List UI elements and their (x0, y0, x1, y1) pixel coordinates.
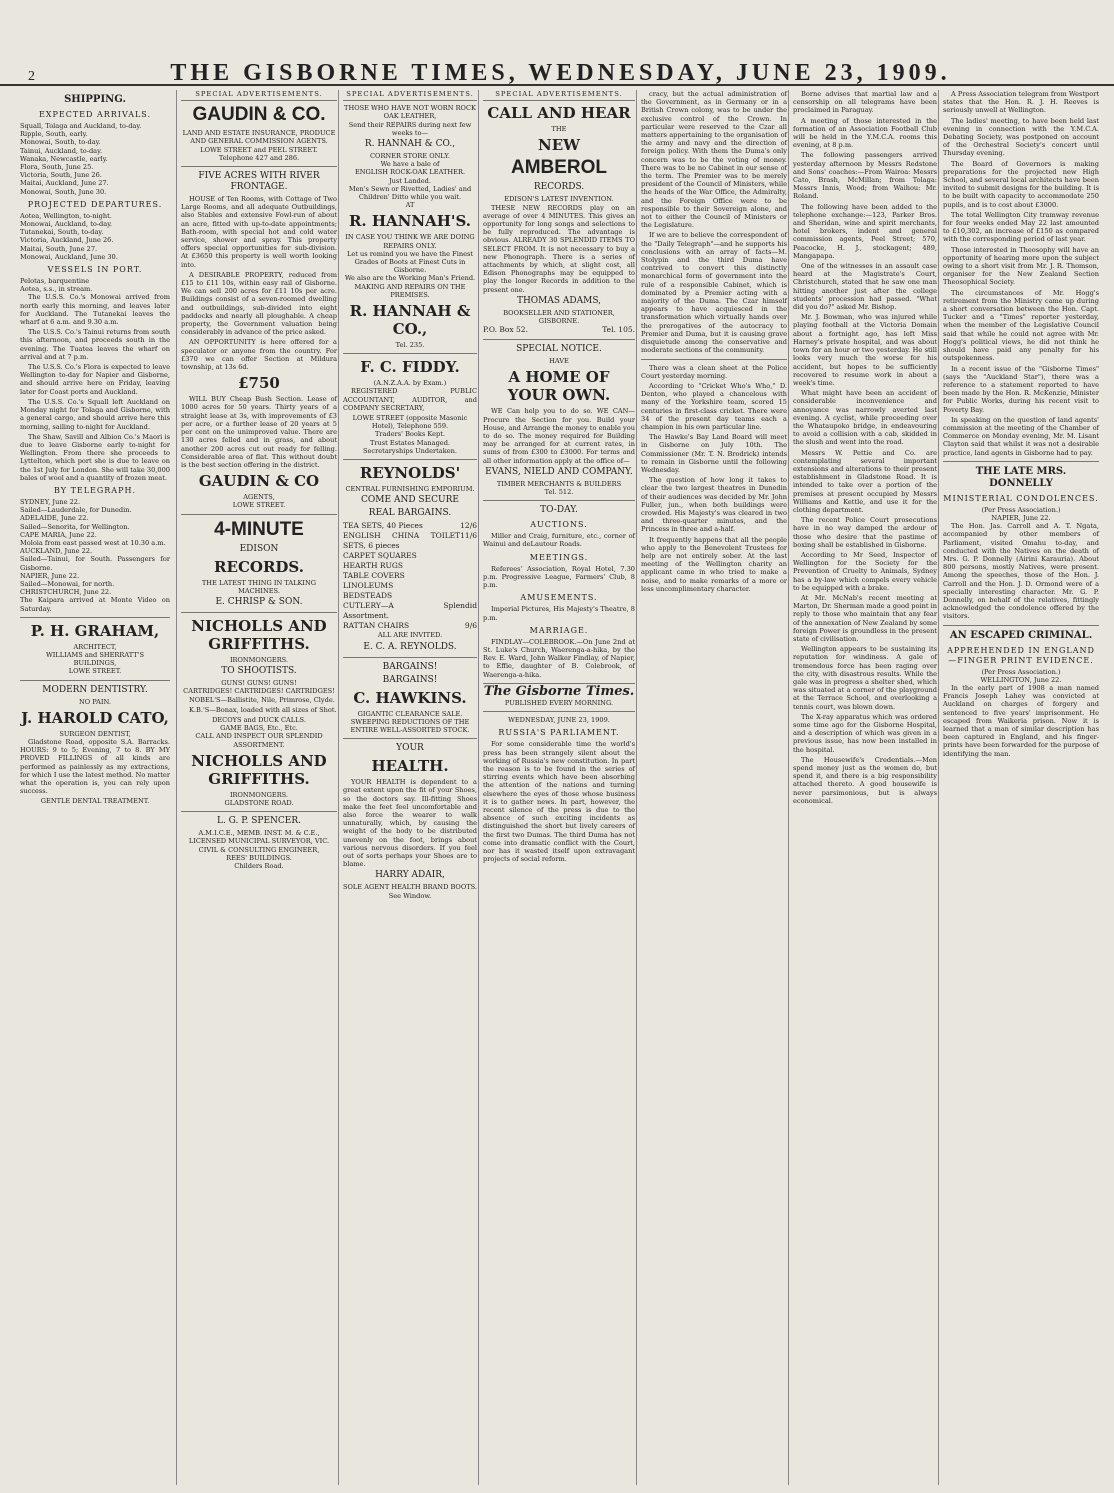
price-row (343, 571, 477, 581)
list-item: Aotea, Wellington, to-night. (20, 211, 112, 220)
latest-thing: THE LATEST THING IN TALKING MACHINES. (201, 578, 317, 595)
amberol: AMBEROL (510, 157, 608, 179)
shipping-heading: SHIPPING. (64, 94, 126, 105)
records: RECORDS. (214, 557, 304, 576)
bargains-1: BARGAINS! (382, 661, 438, 672)
local-para-11: At Mr. McNab's recent meeting at Marton, Dr. Sherman made a good point in reply to those who maintain that any fear of the annexation of New Zealand by some foreign Power is groundless in the present state of civilisation. (793, 593, 937, 643)
reynolds: REYNOLDS' (359, 464, 461, 483)
list-item: Monowai, South, June 30. (20, 187, 107, 196)
auctions-heading: AUCTIONS. (530, 520, 588, 530)
opportunity-body: AN OPPORTUNITY is here offered for a speculator or anyone from the country. For £370 we can offer Section at Mildura township, at 13s 6d. (181, 338, 337, 372)
ironmongers-1: IRONMONGERS. (229, 655, 289, 664)
thomas-box: P.O. Box 52. (483, 325, 528, 335)
list-item: Monowai, South, to-day. (20, 138, 101, 147)
list-item: ADELAIDE, June 22. (20, 514, 89, 523)
making-repairs: MAKING AND REPAIRS ON THE PREMISES. (354, 282, 466, 299)
gaudin2-name: GAUDIN & CO (198, 472, 320, 491)
hawkins: C. HAWKINS. (353, 688, 467, 707)
list-item: Pelotas, barquentine (20, 277, 90, 286)
news-para-4: The question of how long it takes to clear the two largest theatres in Dunedin of their audiences was decided by Mr. John Fuller, jun., when both buildings were crowded. His Majesty's was cleared in two and three-quarter minutes, and the Princess in three and a-half. (641, 476, 787, 534)
five-acres-heading: FIVE ACRES WITH RIVER FRONTAGE. (198, 171, 320, 193)
news7-para-8: In speaking on the question of land agents' commission at the meeting of the Chamber of Commerce on Monday evening, Mr. M. Lisant Clayton said that whilst it was not a desirable practice, land agents in Gisborne had to pay. (943, 415, 1099, 457)
today-heading: TO-DAY. (540, 505, 578, 516)
list-item: Maitai, Auckland, June 27. (20, 179, 109, 188)
spencer-line-3: REES' BUILDINGS. (226, 853, 292, 862)
news-para-5: It frequently happens that all the people who apply to the Benevolent Trustees for help are not entirely sober. At the last meeting of the Wellington charity an applicant came in who tried to make a noise, and to make remarks of a more or less uncomplimentary character. (641, 535, 787, 593)
price-item: LINOLEUMS (343, 581, 394, 591)
bale: We have a bale of (380, 160, 440, 169)
donnelly-place: NAPIER, June 22. (991, 513, 1051, 522)
nicholls-1: NICHOLLS AND GRIFFITHS. (191, 616, 327, 653)
column-ads-2 (338, 90, 481, 1485)
ec-reynolds: E. C. A. REYNOLDS. (363, 641, 457, 652)
real-bargains: REAL BARGAINS. (368, 508, 452, 519)
graham-address-3: LOWE STREET. (68, 667, 122, 676)
four-minute: 4-MINUTE (214, 518, 304, 540)
price-item: ENGLISH CHINA TOILET SETS, 6 pieces (343, 531, 461, 551)
mens-repairs: Men's Sewn or Rivetted, Ladies' and Children' Ditto while you wait. (348, 184, 472, 202)
price-750-body: WILL BUY Cheap Bush Section. Lease of 1000 acres for 50 years. Thirty years of a straight lease at 3s, with improvements of £3 per acre, or a further lease of 20 years at 5 per cent on the unimproved value. There are 130 acres felled and in grass, and about another 200 acres cut out ready for felling. Considerable area of flat. This without doubt is the best section offering in the district. (181, 395, 337, 469)
kbs: K.B.'S—Bonax, loaded with all sizes of Shot. (189, 705, 337, 714)
gaudin-line-1: LAND AND ESTATE INSURANCE, PRODUCE AND GENERAL COMMISSION AGENTS. (182, 129, 336, 146)
news7-para-5: Those interested in Theosophy will have an opportunity of hearing more upon the subject owing to a short visit from Mr. J. R. Thomson, organiser for the New Zealand Section Theosophical Society. (943, 245, 1099, 287)
price-item: TABLE COVERS (343, 571, 405, 581)
list-item: Sailed—Tainui, for South. Passengers for Gisborne. (20, 555, 170, 572)
ironmongers-2: IRONMONGERS. (229, 790, 289, 799)
have: HAVE (549, 357, 569, 366)
list-item: CHRISTCHURCH, June 22. (20, 588, 112, 597)
shipping-news-para: The U.S.S. Co.'s Squall left Auckland on Monday night for Tolaga and Gisborne, with a general cargo, and should arrive here this morning, sailing to-night for Auckland. (20, 397, 170, 431)
masthead (0, 60, 1114, 86)
health-body: YOUR HEALTH is dependent to a great extent upon the fit of your Shoes, so the doctors say. Ill-fitting Shoes make the feet feel uncomfortable and also force the wearer to walk unnaturally, which, by causing the weight of the body to be distributed unevenly on the foot, brings about various nervous disorders. If you feel out of sorts perhaps your Shoes are to blame. (343, 778, 477, 869)
russia-body: For some considerable time the world's press has been strangely silent about the working of Russia's new constitution. In part the reason is to be found in the series of stirring events which have been absorbing the attention of the nations and turning elsewhere the eyes of those whose business it is to gather news. In part, however, the recent silence of the press is due to the absence of such exciting incidents as distinguished the short but lively careers of the first two Dumas. The third Duma has not come into dramatic conflict with the Court, nor has it wasted itself upon extravagant projects of social reform. (483, 740, 635, 864)
escaped-pa: (Per Press Association.) (981, 667, 1061, 676)
list-item: AUCKLAND, June 22. (20, 547, 93, 556)
price-row (343, 601, 477, 621)
amusements-heading: AMUSEMENTS. (520, 593, 598, 603)
price-row (343, 531, 477, 551)
price-item: CUTLERY—A Splendid Assortment. (343, 601, 477, 621)
price-value: 12/6 (460, 521, 477, 531)
price-row (343, 621, 477, 631)
price-row (343, 561, 477, 571)
evans-tel: Tel. 512. (544, 488, 574, 497)
all-invited: ALL ARE INVITED. (377, 631, 443, 640)
price-item: RATTAN CHAIRS (343, 621, 410, 631)
column-ads-1 (176, 90, 341, 1485)
no-pain: NO PAIN. (79, 697, 111, 706)
game-bags: GAME BAGS, Etc., Etc. (220, 724, 298, 733)
price-item: BEDSTEADS (343, 591, 393, 601)
local-para-12: Wellington appears to be sustaining its reputation for windiness. A gale of tremendous force has been raging over the city, with disastrous results. While the gale was in progress a shelter shed, which was situated at a corner of the playground at the Terrace School, and overlooking a tennis court, was blown down. (793, 645, 937, 711)
marriage-body: FINDLAY—COLEBROOK.—On June 2nd at St. Luke's Church, Waerenga-a-hika, by the Rev. E. Ward, John Walker Findlay, of Napier, to Effie, daughter of B. Colebrook, of Waerenga-a-hika. (483, 637, 635, 679)
gaudin-name: GAUDIN & CO. (192, 104, 326, 126)
column-shipping (20, 90, 174, 1485)
see-window: See Window. (388, 891, 432, 900)
cato-name: J. HAROLD CATO, (21, 708, 169, 727)
local-para-13: The X-ray apparatus which was ordered some time ago for the Gisborne Hospital, and a description of which was given in a previous issue, has now been installed in the hospital. (793, 712, 937, 754)
marriage-heading: MARRIAGE. (529, 625, 589, 635)
come-and-secure: COME AND SECURE (361, 495, 459, 506)
column-editorial (636, 90, 791, 1485)
section-heading: SPECIAL ADVERTISEMENTS. (343, 90, 477, 101)
list-item: SYDNEY, June 22. (20, 497, 81, 506)
vessels-in-port-list (20, 277, 170, 293)
list-item: NAPIER, June 22. (20, 571, 80, 580)
local-para-1: Borne advises that martial law and a censorship on all telegrams have been proclaimed in Paraguay. (793, 90, 937, 115)
gaudin-line-2: LOWE STREET and PEEL STREET. (200, 145, 318, 154)
list-item: Aotea, s.s., in stream. (20, 285, 93, 294)
editorial-para-2: If we are to believe the correspondent of the "Daily Telegraph"—and he supports his conclusions with an array of facts—M. Stolypin and the third Duma have contrived to convert this distinctly monarchical form of government into the rule of a responsible Cabinet, which is dominated by a Premier acting with a majority of the Duma. The Czar himself appears to have acquiesced in the transformation which virtually hands over the prerogatives of the autocracy to Premier and Duma, but it is causing grave disquietude among the conservative and moderate sections of the community. (641, 231, 787, 355)
meetings-heading: MEETINGS. (529, 552, 589, 562)
price-item: CARPET SQUARES (343, 551, 417, 561)
gigantic-sale: GIGANTIC CLEARANCE SALE. (357, 709, 463, 718)
projected-departures-list (20, 212, 170, 261)
your: YOUR (396, 743, 424, 754)
fiddy-name: F. C. FIDDY. (360, 358, 460, 377)
graham-name: P. H. GRAHAM, (30, 621, 160, 640)
price-item: TEA SETS, 40 Pieces (343, 521, 423, 531)
shipping-news-para: The U.S.S. Co.'s Tainui returns from south this afternoon, and proceeds south in the evening. The Tuatea leaves the wharf on arrival and at 7 p.m. (20, 328, 170, 361)
amberol-records: RECORDS. (533, 182, 585, 193)
fiddy-sub: (A.N.Z.A.A. by Exam.) (373, 379, 447, 388)
news7-para-3: The Board of Governors is making preparations for the projected new High School, and several local architects have been invited to submit designs for the building. It is to be built with capacity to accommodate 250 pupils, and is to cost about £3000. (943, 159, 1099, 209)
news-para-3: The Hawke's Bay Land Board will meet in Gisborne on July 10th. The Commissioner (Mr. T. N. Brodrick) intends to remain in Gisborne until the following Wednesday. (641, 433, 787, 474)
news7-para-6: The circumstances of Mr. Hogg's retirement from the Ministry came up during a short conversation between the Hon. Capt. Tucker and a "Times" reporter yesterday, when the member of the Legislative Council said that while he could not agree with Mr. Hogg's political views, he did not think he should have paid any penalty for his outspokenness. (943, 288, 1099, 363)
gaudin2-street: LOWE STREET. (232, 501, 286, 510)
call-inspect: CALL AND INSPECT OUR SPLENDID ASSORTMENT. (195, 732, 323, 749)
list-item: Tainui, Auckland, to-day. (20, 146, 103, 155)
price-list (343, 521, 477, 631)
the: THE (551, 125, 567, 134)
price-750: £750 (238, 374, 280, 393)
english-leather: ENGLISH ROCK-OAK LEATHER. (354, 168, 466, 177)
local-para-6: Mr. J. Bowman, who was injured while playing football at the Victoria Domain about a fortnight ago, has left Miss Harney's private hospital, and was about town for an hour or two yesterday. He still looks very much the worse for his accident, but hopes to be sufficiently recovered to resume work in about a week's time. (793, 313, 937, 387)
escaped-heading: AN ESCAPED CRIMINAL. (949, 629, 1093, 641)
shooters: TO SHOOTISTS. (221, 666, 297, 677)
donnelly-body: The Hon. Jas. Carroll and A. T. Ngata, accompanied by other members of Parliament, visited Omahu to-day, and conducted with the Natives on the death of Mrs. G. P. Donnelly (Airini Karauria). About 800 persons, mostly Natives, were present. Among the speeches, those of the Hon. J. Carroll and the Hon. J. D. Ormond were of a specially interesting character. Mr. G. P. Donnelly, on behalf of the relatives, fittingly acknowledged the condolence offered by the visitors. (943, 522, 1099, 621)
amberol-body: THESE NEW RECORDS play on an average of over 4 MINUTES. This gives an opportunity for long songs and selections to be fully reproduced. The advantage is obvious. ALREADY 30 SPLENDID ITEMS TO SELECT FROM. It is not necessary to buy a new Phonograph. There is a series of attachments by which, at slight cost, all Edison Phonographs may be equipped to play the longer Records in addition to the present one. (483, 203, 635, 294)
meetings-body: Referees' Association, Royal Hotel, 7.30 p.m. Progressive League, Farmers' Club, 8 p.m. (483, 564, 635, 590)
emporium: CENTRAL FURNISHING EMPORIUM. (345, 485, 475, 494)
list-item: Monowai, Auckland, to-day. (20, 220, 113, 229)
local-para-9: The recent Police Court prosecutions have in no way damped the ardour of those who desire that the pastime of boxing shall be established in Gisborne. (793, 516, 937, 549)
spencer-line-4: Childers Road. (234, 861, 284, 870)
expected-arrivals-heading: EXPECTED ARRIVALS. (38, 110, 152, 119)
local-para-7: What might have been an accident of considerable inconvenience and annoyance was narrowly averted last evening. A cyclist, while proceeding over the Whataupoko bridge, in endeavouring to avoid a collision with a cab, skidded in the slush and went into the road. (793, 389, 937, 447)
list-item: Sailed—Senorita, for Wellington. (20, 522, 130, 531)
evans-sub: TIMBER MERCHANTS & BUILDERS (496, 479, 622, 488)
list-item: Squall, Tolaga and Auckland, to-day. (20, 122, 142, 130)
evans-nield: EVANS, NIELD AND COMPANY. (485, 466, 633, 477)
escaped-place: WELLINGTON, June 22. (980, 675, 1062, 684)
call-and-hear: CALL AND HEAR (487, 104, 631, 123)
list-item: The Kaipara arrived at Monte Video on Saturday. (20, 596, 170, 613)
cartridges: CARTRIDGES! CARTRIDGES! CARTRIDGES! (183, 687, 335, 696)
list-item: Victoria, South, June 26. (20, 171, 102, 180)
fiddy-body: REGISTERED PUBLIC ACCOUNTANT, AUDITOR, and COMPANY SECRETARY, (343, 387, 477, 412)
gaudin-phone: Telephone 427 and 286. (218, 153, 300, 162)
list-item: Ripple, South, early. (20, 130, 88, 139)
shipping-news-para: The U.S.S. Co.'s Flora is expected to leave Wellington to-day for Napier and Gisborne, and should arrive here on Friday, leaving later for Coast ports and Auckland. (20, 363, 170, 396)
donnelly-subheading: MINISTERIAL CONDOLENCES. (943, 493, 1099, 503)
list-item: Victoria, Auckland, June 26. (20, 236, 114, 245)
price-row (343, 581, 477, 591)
expected-arrivals-list (20, 122, 170, 196)
list-item: Monowai, Auckland, June 30. (20, 252, 118, 261)
escaped-subheading: APPREHENDED IN ENGLAND—FINGER PRINT EVIDENCE. (947, 645, 1095, 665)
column-ads-3 (478, 90, 639, 1485)
shipping-news-para: The U.S.S. Co.'s Monowai arrived from north early this morning, and leaves later for Auckland. The Tutanekai leaves the wharf at 6 a.m. and 9.30 a.m. (20, 293, 170, 327)
gladstone-road: GLADSTONE ROAD. (224, 798, 294, 807)
price-row (343, 521, 477, 531)
hannahs: R. HANNAH'S. (348, 212, 472, 231)
spencer-line-2: CIVIL & CONSULTING ENGINEER, (198, 845, 320, 854)
fiddy-address: LOWE STREET (opposite Masonic Hotel), Telephone 559. (352, 414, 468, 431)
desirable-body: A DESIRABLE PROPERTY, reduced from £15 to £11 10s, within easy rail of Gisborne. We can sell 200 acres for £11 10s per acre. Buildings consist of a seven-roomed dwelling and outbuildings, sub-divided into eight paddocks and nearly all ploughable. A cheap property, the Government valuation being considerably in advance of the price asked. (181, 270, 337, 337)
price-item: HEARTH RUGS (343, 561, 403, 571)
let-us-remind: Let us remind you we have the Finest Grades of Boots at Finest Cuts in Gisborne. (346, 249, 474, 275)
price-value: 9/6 (464, 621, 477, 631)
five-acres-body: HOUSE of Ten Rooms, with Cottage of Two Large Rooms, and all adequate Outbuildings, also Stables and extensive Fowl-run of about an acre, fitted with up-to-date appointments; Bath-room, with special hot and cold water service, shower and spray. This property offers special opportunities for sub-division. At £3650 this property is well worth looking into. (181, 195, 337, 269)
russia-heading: RUSSIA'S PARLIAMENT. (498, 728, 620, 738)
in-case: IN CASE YOU THINK WE ARE DOING REPAIRS ONLY. (345, 233, 475, 250)
decoys: DECOYS and DUCK CALLS. (212, 715, 306, 724)
trust-estates: Trust Estates Managed. (369, 438, 451, 447)
worn-body: Send their REPAIRS during next few weeks to— (348, 120, 472, 137)
guns: GUNS! GUNS! GUNS! (221, 679, 297, 688)
news7-para-7: In a recent issue of the "Gisborne Times" (says the "Auckland Star"), there was a reference to a statement reported to have been made by the Hon. R. McKenzie, Minister for Public Works, during his recent visit to Poverty Bay. (943, 364, 1099, 414)
latest-invention: EDISON'S LATEST INVENTION. (504, 195, 614, 204)
hannah-2: R. HANNAH & CO., (349, 302, 471, 339)
traders-books: Traders' Books Kept. (375, 430, 445, 439)
home-of-your-own: A HOME OF YOUR OWN. (507, 368, 611, 405)
graham-address-2: BUILDINGS, (73, 659, 117, 668)
local-para-2: A meeting of those interested in the formation of an Association Football Club will be held in the Y.M.C.A. rooms this evening, at 8 p.m. (793, 116, 937, 150)
spencer-name: L. G. P. SPENCER. (216, 816, 301, 827)
list-item: CAPE MARIA, June 22. (20, 530, 97, 539)
list-item: Sailed—Monowai, for north. (20, 579, 115, 588)
at: AT (405, 201, 415, 210)
news7-para-2: The ladies' meeting, to have been held last evening in connection with the Y.M.C.A. Debating Society, was postponed on account of the Orchestral Society's concert until Thursday evening. (943, 116, 1099, 158)
auctions-body: Miller and Craig, furniture, etc., corner of Wainui and deLautour Roads. (483, 532, 635, 549)
local-para-5: One of the witnesses in an assault case heard at the Magistrate's Court, Christchurch, stated that he saw one man hitting another just after the college students' procession had passed. "What did you do?" asked Mr. Bishop. (793, 262, 937, 312)
shipping-news-para: The Shaw, Savill and Albion Co.'s Maori is due to leave Gisborne early to-night for Wellington. From there she proceeds to Lyttelton, which port she is due to leave on the 1st July for London. She will take 30,000 bales of wool and a quantity of frozen meat. (20, 432, 170, 482)
new: NEW (538, 136, 580, 155)
news7-para-4: The total Wellington City tramway revenue for four weeks ended May 22 last amounted to £10,302, an increase of £150 as compared with the corresponding period of last year. (943, 210, 1099, 244)
issue-date: WEDNESDAY, JUNE 23, 1909. (508, 716, 610, 725)
chrisp: E. CHRISP & SON. (215, 596, 303, 607)
list-item: Tutanekai, South, to-day. (20, 228, 104, 237)
news-para-1: There was a clean sheet at the Police Court yesterday morning. (641, 363, 787, 380)
editorial-para-1: cracy, but the actual administration of the Government, as in Germany or in a British Crown colony, was to be under the exclusive control of the Crown. In particular were reserved to the Czar all matters appertaining to the organisation of the army and navy and the direction of foreign policy. With them the Duma's only concern was to be the voting of money. There was to be no Cabinet in our sense of the term. The Premier was to be merely president of the Council of Ministers, while the heads of the War Office, the Admiralty, and the Foreign Office were to be responsible to their Sovereign alone, and not to either the Council of Ministers or the Legislature. (641, 90, 787, 230)
adair-sub: SOLE AGENT HEALTH BRAND BOOTS. (343, 883, 478, 892)
escaped-body: In the early part of 1908 a man named Francis Joseph Lahey was convicted at Auckland on charges of forgery and sentenced to five years' imprisonment. He escaped from Waikeria prison. Now it is learned that a man of similar description has been captured in England, and his finger-prints have been forwarded for the purpose of identifying the man. (943, 683, 1099, 758)
sweeping-reductions: SWEEPING REDUCTIONS OF THE ENTIRE WELL-ASSORTED STOCK. (350, 717, 470, 734)
page-number: 2 (28, 69, 35, 84)
secretaryships: Secretaryships Undertaken. (363, 446, 457, 455)
list-item: Moloia from east passed west at 10.30 a.m. (20, 538, 166, 547)
shipping-news (20, 293, 170, 481)
working-mans-friend: We also are the Working Man's Friend. (344, 274, 476, 283)
adair-name: HARRY ADAIR, (375, 870, 445, 881)
list-item: Wanaka, Newcastle, early. (20, 154, 108, 163)
telegraph-list (20, 498, 170, 613)
gaudin2-agents: AGENTS, (243, 493, 275, 502)
list-item: Maitai, South, June 27. (20, 244, 98, 253)
page-title: THE GISBORNE TIMES, WEDNESDAY, JUNE 23, 1909. (170, 60, 951, 86)
gisborne-times-nameplate: The Gisborne Times. (483, 683, 635, 699)
news7-para-1: A Press Association telegram from Westport states that the Hon. R. J. H. Reeves is seriously unwell at Wellington. (943, 90, 1099, 115)
news-para-2: According to "Cricket Who's Who," D. Denton, who played a chancelous with many of the Yorkshire team, scored 15 centuries in first-class cricket. There were 34 of the present day teams each a champion in his own particular line. (641, 381, 787, 431)
price-row (343, 551, 477, 561)
local-para-3: The following passengers arrived yesterday afternoon by Messrs Redstone and Sons' coaches:—From Wairoa: Messrs Cato, Brash, McMillan; from Tolaga: Messrs Innis, Wood; from Waihou: Mr. Roland. (793, 151, 937, 201)
section-heading: SPECIAL ADVERTISEMENTS. (181, 90, 337, 101)
thomas-adams: THOMAS ADAMS, (516, 295, 602, 306)
donnelly-heading: THE LATE MRS. DONNELLY (975, 465, 1067, 489)
home-body: WE Can help you to do so. WE CAN—Procure the Section for you. Build your House, and Arrange the money to enable you to do so. The money required for Building may be arranged for at current rates, in sums of from £300 to £3000. For terms and all other information apply at the office of— (483, 407, 635, 465)
hannah-1: R. HANNAH & CO., (364, 139, 456, 150)
column-news (938, 90, 1103, 1485)
donnelly-pa: (Per Press Association.) (981, 505, 1061, 514)
health: HEALTH. (371, 757, 449, 776)
nicholls-2: NICHOLLS AND GRIFFITHS. (191, 751, 327, 788)
published-every-morning: PUBLISHED EVERY MORNING. (504, 698, 614, 707)
thomas-tel: Tel. 105. (602, 325, 635, 335)
thomas-sub: BOOKSELLER AND STATIONER, GISBORNE. (503, 308, 615, 326)
corner-store: CORNER STORE ONLY. (370, 152, 450, 161)
price-row (343, 591, 477, 601)
dentistry-heading: MODERN DENTISTRY. (42, 684, 148, 695)
just-landed: Just Landed. (388, 176, 432, 185)
list-item: Sailed—Lauderdale, for Dunedin. (20, 506, 132, 515)
nobel: NOBEL'S—Ballistite, Nile, Primrose, Clyde. (189, 695, 335, 704)
cato-title: SURGEON DENTIST, (59, 729, 131, 738)
worn-heading: THOSE WHO HAVE NOT WORN ROCK OAK LEATHER, (344, 104, 476, 121)
projected-departures-heading: PROJECTED DEPARTURES. (27, 199, 163, 209)
graham-title: ARCHITECT, (73, 642, 117, 651)
spencer-line-1: A.M.I.C.E., MEMB. INST. M. & C.E., LICENSED MUNICIPAL SURVEYOR, VIC. (188, 829, 330, 846)
edison: EDISON (239, 543, 279, 554)
amusements-body: Imperial Pictures, His Majesty's Theatre, 8 p.m. (483, 605, 635, 622)
local-para-4: The following have been added to the telephone exchange:—123, Parker Bros. and Sheridan, wine and spirit merchants, hotel brokers, indent and general commission agents, Peel Street; 570, Peacocke, H. J., stockagent; 489, Mangapapa. (793, 202, 937, 260)
telegraph-heading: BY TELEGRAPH. (54, 485, 136, 495)
bargains-2: BARGAINS! (382, 674, 438, 685)
local-para-14: The Housewife's Credentials.—Men spend money just as the women do, but spend it, and there is a big responsibility attached thereto. A good housewife is never parsimonious, but is always economical. (793, 755, 937, 805)
vessels-in-port-heading: VESSELS IN PORT. (47, 265, 143, 275)
column-local-news (788, 90, 941, 1485)
hannah-tel: Tel. 235. (395, 341, 425, 350)
special-notice: SPECIAL NOTICE. (516, 344, 602, 355)
list-item: Flora, South, June 25. (20, 163, 94, 172)
cato-body: Gladstone Road, opposite S.A. Barracks. HOURS: 9 to 5; Evening, 7 to 8. BY MY PROVED FILLINGS of all kinds are performed as painlessly as my extractions, for which I use the latest method. No matter what the operation is, you can rely upon success. (20, 737, 170, 796)
section-heading: SPECIAL ADVERTISEMENTS. (483, 90, 635, 101)
graham-address-1: WILLIAMS and SHERRATT'S (45, 650, 145, 659)
price-value: 11/6 (460, 531, 477, 541)
local-para-10: According to Mr Seed, Inspector of Wellington for the Society for the Prevention of Cruelty to Animals, Sydney has a by-law which compels every vehicle to be equipped with a brake. (793, 550, 937, 592)
local-para-8: Messrs W. Pettie and Co. are contemplating several important extensions and alterations to their present establishment in Gladstone Road. It is intended to take over a portion of the premises at present occupied by Messrs Williams and Kettle, and use it for the clothing department. (793, 448, 937, 514)
cato-footer: GENTLE DENTAL TREATMENT. (40, 797, 150, 806)
